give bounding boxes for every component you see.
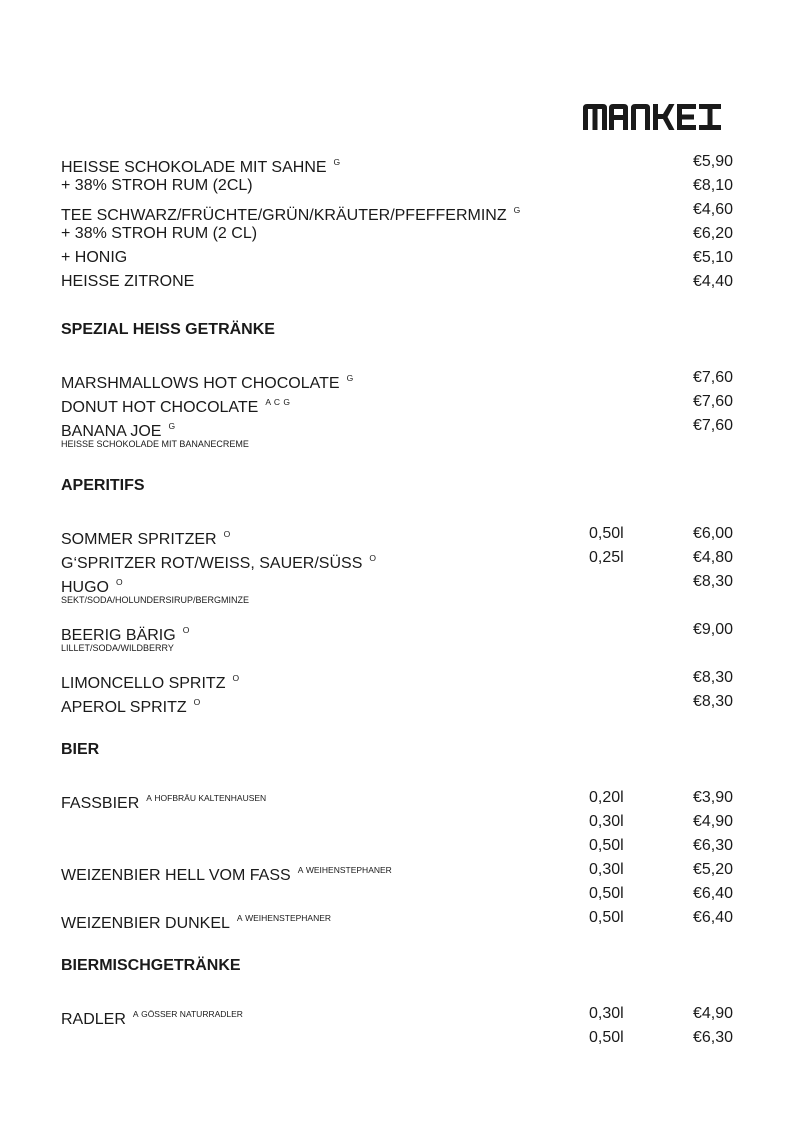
allergen-codes: O	[223, 529, 231, 539]
menu-item	[61, 834, 733, 858]
menu-item	[61, 270, 733, 294]
allergen-codes: A	[132, 1009, 140, 1019]
brand-logo-mark	[583, 104, 733, 130]
drinks-menu	[61, 150, 733, 1050]
allergen-codes: A C G	[265, 397, 291, 407]
item-description: LILLET/SODA/WILDBERRY	[61, 643, 174, 653]
item-price: €5,10	[692, 249, 733, 266]
item-volume: 0,50l	[589, 1029, 624, 1046]
menu-item	[61, 174, 733, 198]
item-name: TEE SCHWARZ/FRÜCHTE/GRÜN/KRÄUTER/PFEFFERMINZ	[61, 207, 507, 224]
menu-item	[61, 618, 733, 642]
item-price: €5,90	[692, 153, 733, 170]
item-name: SOMMER SPRITZER	[61, 531, 217, 548]
item-name-group	[61, 246, 127, 270]
allergen-codes: O	[193, 697, 201, 707]
menu-item	[61, 1002, 733, 1026]
item-name: DONUT HOT CHOCOLATE	[61, 399, 259, 416]
item-name: HEISSE ZITRONE	[61, 273, 195, 290]
brand-logo	[583, 104, 733, 134]
allergen-codes: O	[369, 553, 377, 563]
section-heading: APERITIFS	[61, 477, 145, 494]
item-name: G‘SPRITZER ROT/WEISS, SAUER/SÜSS	[61, 555, 363, 572]
section-heading: SPEZIAL HEISS GETRÄNKE	[61, 321, 275, 338]
item-volume: 0,50l	[589, 885, 624, 902]
allergen-codes: G	[513, 205, 521, 215]
brewery-note: WEIHENSTEPHANER	[245, 913, 332, 923]
item-price: €4,40	[692, 273, 733, 290]
allergen-codes: A	[297, 865, 304, 875]
menu-item	[61, 198, 733, 222]
item-price: €9,00	[692, 621, 733, 638]
item-volume: 0,25l	[589, 549, 624, 566]
allergen-codes: O	[232, 673, 240, 683]
item-volume: 0,30l	[589, 861, 624, 878]
menu-item	[61, 858, 733, 882]
section-heading: BIERMISCHGETRÄNKE	[61, 957, 241, 974]
menu-item	[61, 690, 733, 714]
allergen-codes: O	[182, 625, 190, 635]
item-name: WEIZENBIER DUNKEL	[61, 915, 230, 932]
menu-item	[61, 570, 733, 594]
item-name-group	[61, 906, 331, 936]
item-price: €6,00	[692, 525, 733, 542]
item-name-group	[61, 174, 253, 198]
item-name: HEISSE SCHOKOLADE MIT SAHNE	[61, 159, 327, 176]
item-name-group	[61, 618, 190, 648]
item-name: WEIZENBIER HELL VOM FASS	[61, 867, 291, 884]
menu-item	[61, 222, 733, 246]
item-price: €6,20	[692, 225, 733, 242]
item-price: €4,60	[692, 201, 733, 218]
menu-item	[61, 522, 733, 546]
item-volume: 0,50l	[589, 837, 624, 854]
menu-item	[61, 246, 733, 270]
item-name: + 38% STROH RUM (2 CL)	[61, 225, 258, 242]
item-price: €4,80	[692, 549, 733, 566]
item-price: €3,90	[692, 789, 733, 806]
item-name-group	[61, 570, 123, 600]
item-price: €6,30	[692, 1029, 733, 1046]
menu-item	[61, 546, 733, 570]
item-name: + 38% STROH RUM (2CL)	[61, 177, 253, 194]
item-name: APEROL SPRITZ	[61, 699, 187, 716]
allergen-codes: A	[146, 793, 153, 803]
item-price: €8,30	[692, 573, 733, 590]
item-description: SEKT/SODA/HOLUNDERSIRUP/BERGMINZE	[61, 595, 250, 605]
item-name-group	[61, 690, 201, 720]
item-price: €6,40	[692, 885, 733, 902]
item-volume: 0,50l	[589, 525, 624, 542]
item-name: BANANA JOE	[61, 423, 162, 440]
allergen-codes: O	[116, 577, 124, 587]
section-heading: BIER	[61, 741, 100, 758]
menu-item	[61, 390, 733, 414]
item-volume: 0,50l	[589, 909, 624, 926]
item-price: €7,60	[692, 369, 733, 386]
item-price: €8,30	[692, 669, 733, 686]
item-price: €6,30	[692, 837, 733, 854]
menu-item	[61, 666, 733, 690]
menu-item	[61, 810, 733, 834]
item-name: + HONIG	[61, 249, 128, 266]
item-name: FASSBIER	[61, 795, 140, 812]
item-name: BEERIG BÄRIG	[61, 627, 176, 644]
item-name: HUGO	[61, 579, 109, 596]
menu-item	[61, 414, 733, 438]
item-price: €7,60	[692, 393, 733, 410]
item-price: €5,20	[692, 861, 733, 878]
brewery-note: HOFBRÄU KALTENHAUSEN	[154, 793, 267, 803]
brewery-note: WEIHENSTEPHANER	[305, 865, 392, 875]
item-volume: 0,20l	[589, 789, 624, 806]
item-name-group	[61, 270, 194, 294]
menu-item	[61, 786, 733, 810]
item-name-group	[61, 222, 257, 246]
item-name: MARSHMALLOWS HOT CHOCOLATE	[61, 375, 340, 392]
menu-item	[61, 1026, 733, 1050]
item-name: LIMONCELLO SPRITZ	[61, 675, 226, 692]
item-price: €8,30	[692, 693, 733, 710]
item-price: €7,60	[692, 417, 733, 434]
item-volume: 0,30l	[589, 1005, 624, 1022]
menu-item	[61, 366, 733, 390]
item-description: HEISSE SCHOKOLADE MIT BANANECREME	[61, 439, 249, 449]
allergen-codes: A	[236, 913, 244, 923]
item-price: €4,90	[692, 813, 733, 830]
brewery-note: GÖSSER NATURRADLER	[141, 1009, 243, 1019]
item-price: €8,10	[692, 177, 733, 194]
allergen-codes: G	[333, 157, 341, 167]
item-price: €6,40	[692, 909, 733, 926]
item-volume: 0,30l	[589, 813, 624, 830]
menu-item	[61, 150, 733, 174]
item-name: RADLER	[61, 1011, 126, 1028]
allergen-codes: G	[346, 373, 354, 383]
allergen-codes: G	[168, 421, 176, 431]
menu-item	[61, 882, 733, 906]
item-price: €4,90	[692, 1005, 733, 1022]
item-name-group	[61, 414, 176, 444]
menu-item	[61, 906, 733, 930]
